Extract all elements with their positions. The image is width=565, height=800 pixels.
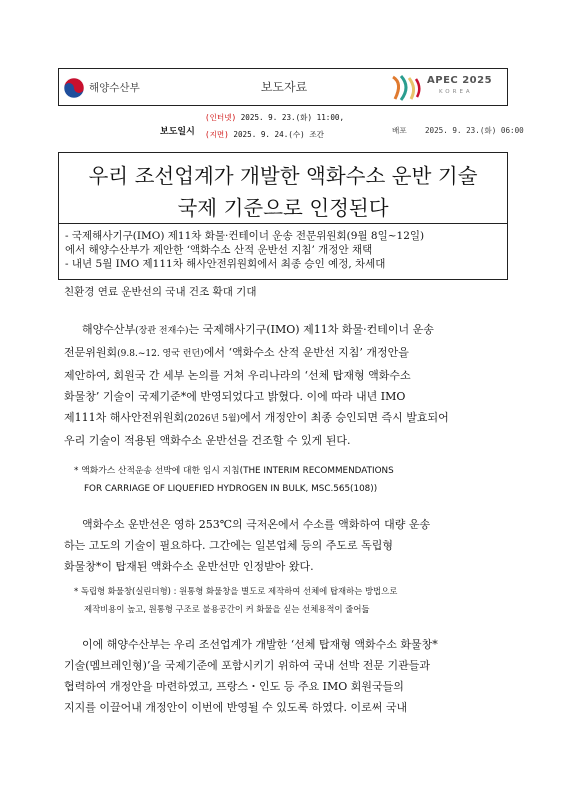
headline-line-1: 우리 조선업계가 개발한 액화수소 운반 기술 bbox=[88, 164, 478, 188]
paper-tag: (지면) bbox=[205, 130, 229, 139]
paragraph-line: 제안하여, 회원국 간 세부 논의를 거쳐 우리나라의 ‘선체 탑재형 액화수소 bbox=[64, 369, 411, 382]
paragraph-line: 기술(멤브레인형)’을 국제기준에 포함시키기 위하여 국내 선박 전문 기관들과 bbox=[64, 659, 430, 672]
summary-box bbox=[58, 224, 508, 280]
footnote-line: 제작비용이 높고, 원통형 구조로 불용공간이 커 화물을 싣는 선체용적이 줄어듦 bbox=[84, 604, 370, 614]
headline-box bbox=[58, 152, 508, 224]
distribution-time: 2025. 9. 23.(화) 06:00 bbox=[424, 126, 524, 135]
ministry-name: 해양수산부 bbox=[89, 82, 140, 94]
distribution-label: 배포 bbox=[392, 126, 407, 135]
paragraph-line: 전문위원회(9.8.~12. 영국 런던)에서 ‘액화수소 산적 운반선 지침’ 개정안을 bbox=[64, 346, 409, 359]
paragraph-line: 화물창*이 탑재된 액화수소 운반선만 인정받아 왔다. bbox=[64, 560, 314, 573]
paragraph-1 bbox=[64, 319, 449, 451]
footnote-line: FOR CARRIAGE OF LIQUEFIED HYDROGEN IN BULK, MSC.565(108)) bbox=[84, 484, 378, 494]
internet-tag: (인터넷) bbox=[205, 113, 237, 122]
paragraph-line: 협력하여 개정안을 마련하였고, 프랑스・인도 등 주요 IMO 회원국들의 bbox=[64, 680, 404, 693]
apec-emblem-icon bbox=[389, 73, 423, 103]
release-paper-line bbox=[205, 129, 324, 140]
paragraph-line: 이에 해양수산부는 우리 조선업계가 개발한 ‘선체 탑재형 액화수소 화물창* bbox=[82, 638, 438, 651]
doc-type-title: 보도자료 bbox=[260, 80, 308, 94]
apec-title: APEC 2025 bbox=[427, 75, 493, 86]
apec-subtitle: KOREA bbox=[439, 89, 473, 95]
press-release-header bbox=[58, 68, 508, 106]
paragraph-line: 우리 기술이 적용된 액화수소 운반선을 건조할 수 있게 된다. bbox=[64, 434, 351, 447]
footnote-1 bbox=[74, 462, 394, 498]
paper-time: 2025. 9. 24.(수) 조간 bbox=[233, 130, 324, 139]
paragraph-line: 지지를 이끌어내 개정안이 이번에 반영될 수 있도록 하였다. 이로써 국내 bbox=[64, 701, 408, 714]
paragraph-line: 화물창’ 기술이 국제기준*에 반영되었다고 밝혔다. 이에 따라 내년 IMO bbox=[64, 390, 406, 403]
paragraph-line: 해양수산부(장관 전재수)는 국제해사기구(IMO) 제11차 화물·컨테이너 운송 bbox=[82, 323, 434, 336]
headline-line-2: 국제 기준으로 인정된다 bbox=[177, 196, 389, 220]
paragraph-line: 액화수소 운반선은 영하 253℃의 극저온에서 수소를 액화하여 대량 운송 bbox=[82, 518, 431, 531]
release-label: 보도일시 bbox=[160, 127, 195, 137]
paragraph-line: 하는 고도의 기술이 필요하다. 그간에는 일본업체 등의 주도로 독립형 bbox=[64, 539, 393, 552]
apec-logo bbox=[389, 73, 504, 103]
ministry-logo bbox=[63, 76, 213, 100]
summary-line: - 국제해사기구(IMO) 제11차 화물·컨테이너 운송 전문위원회(9월 8일~12일) bbox=[65, 230, 425, 242]
release-internet-line bbox=[205, 112, 344, 123]
footnote-2 bbox=[74, 582, 397, 618]
paragraph-line: 제111차 해사안전위원회(2026년 5월)에서 개정안이 최종 승인되면 즉시 발효되어 bbox=[64, 411, 449, 424]
paragraph-3 bbox=[64, 634, 438, 718]
internet-time: 2025. 9. 23.(화) 11:00, bbox=[240, 113, 345, 122]
footnote-line: * 독립형 화물창(실린더형) : 원통형 화물창을 별도로 제작하여 선체에 탑재하는 방법으로 bbox=[74, 586, 398, 596]
taegeuk-icon bbox=[63, 77, 85, 99]
footnote-line: * 액화가스 산적운송 선박에 대한 임시 지침(THE INTERIM RECOMMENDATIONS bbox=[74, 466, 394, 476]
summary-line: - 내년 5월 IMO 제111차 해사안전위원회에서 최종 승인 예정, 차세대 bbox=[65, 258, 386, 270]
summary-line: 친환경 연료 운반선의 국내 건조 확대 기대 bbox=[64, 286, 257, 298]
paragraph-2 bbox=[64, 514, 430, 577]
summary-line: 에서 해양수산부가 제안한 ‘액화수소 산적 운반선 지침’ 개정안 채택 bbox=[65, 244, 373, 256]
distribution-info bbox=[392, 125, 524, 136]
